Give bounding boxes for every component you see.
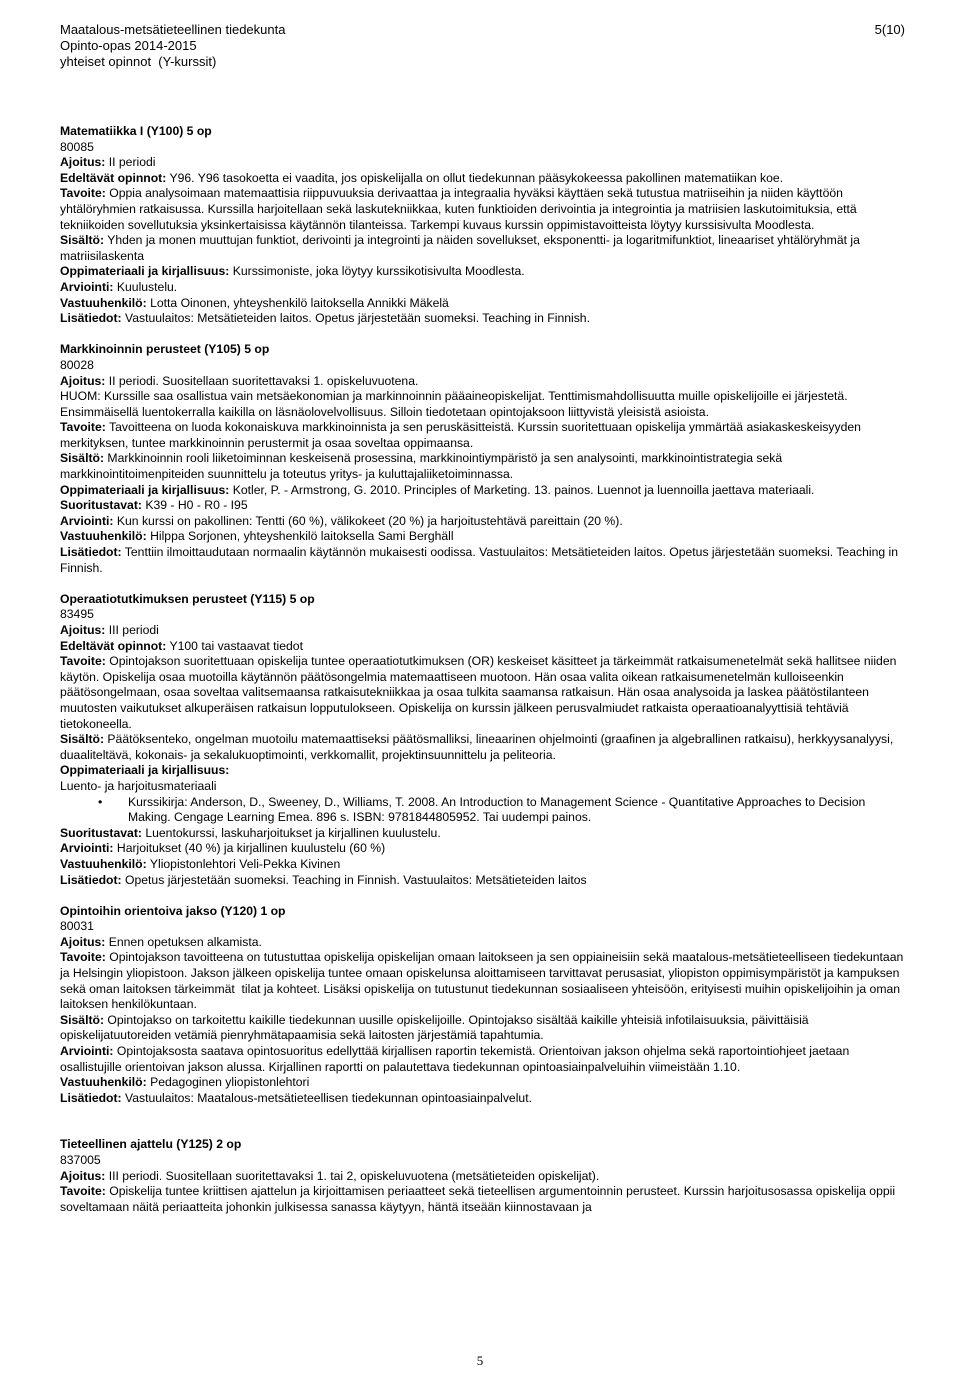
field-text: Kotler, P. - Armstrong, G. 2010. Principles of Marketing. 13. painos. Luennot ja luennoilla jaettava materiaali. <box>229 482 815 497</box>
field-text: K39 - H0 - R0 - I95 <box>141 498 248 513</box>
field-label: Arviointi: <box>60 279 114 294</box>
field-label: Lisätiedot: <box>60 311 122 326</box>
course-field <box>60 873 905 889</box>
course-field <box>60 623 905 639</box>
course-title: Matematiikka I (Y100) 5 op <box>60 124 212 138</box>
field-text: Vastuulaitos: Maatalous-metsätieteellisen tiedekunnan opintoasiainpalvelut. <box>121 1090 532 1105</box>
field-text: Lotta Oinonen, yhteyshenkilö laitoksella Annikki Mäkelä <box>146 295 449 310</box>
field-text: Opintojakso on tarkoitettu kaikille tiedekunnan uusille opiskelijoille. Opintojakso sisältää kaikille yhteisiä infotilaisuuksia, päivittäisiä opiskelijatuutoreiden vetämiä pienryhmätapaamisia sekä laitosten järjestämiä tapahtumia. <box>60 1012 812 1043</box>
field-label: Ajoitus: <box>60 623 106 637</box>
course-section <box>60 1137 905 1215</box>
field-text: III periodi <box>105 623 159 637</box>
field-label: Ajoitus: <box>60 373 106 388</box>
course-field <box>60 763 905 779</box>
course-title: Opintoihin orientoiva jakso (Y120) 1 op <box>60 903 286 918</box>
page-reference: 5(10) <box>874 22 905 37</box>
field-text: Oppia analysoimaan matemaattisia riippuvuuksia derivaattaa ja integraalia hyväksi käyttäen sekä tutustua matriiseihin ja niiden käyttöön yhtälöryhmien ratkaisussa. Kurssilla harjoitellaan sekä laskutekniikkaa, kuten funktioiden derivointia ja integrointia ja matriisien laskutoimituksia, että tekniikoiden sovellutuksia yksinkertaisissa käytännön tilanteissa. Tarkempi kuvaus kurssin oppimistavoitteista löytyy kurssisivulta Moodlesta. <box>60 186 861 232</box>
field-label: Ajoitus: <box>60 934 106 949</box>
course-section <box>60 342 905 576</box>
field-text: Opintojakson suoritettuaan opiskelija tuntee operaatiotutkimuksen (OR) keskeiset käsitteet ja tärkeimmät ratkaisumenetelmät sekä hallitsee niiden käytön. Opiskelija osaa muotoilla käytännön päätösongelmia matemaattiseen muotoon. Hän osaa valita oikean ratkaisumenetelmän kulloiseenkin päätösongelmaan, osaa soveltaa valitsemaansa ratkaisutekniikkaa ja osaa tulkita saamansa ratkaisun. Hän osaa analysoida ja laskea päätöstilanteen muutosten vaikutukset alkuperäisen ratkaisun lopputulokseen. Opiskelija on kurssin jälkeen perusvalmiudet ratkaista operaatioanalyyttisiä tehtäviä tietokoneella. <box>60 654 900 731</box>
course-field <box>60 451 905 482</box>
course-field <box>60 264 905 280</box>
course-field <box>60 311 905 327</box>
field-label: Tavoite: <box>60 1184 106 1199</box>
field-text: Hilppa Sorjonen, yhteyshenkilö laitoksella Sami Berghäll <box>146 529 454 544</box>
study-guide-name: Opinto-opas 2014-2015 <box>60 38 197 53</box>
field-label: Tavoite: <box>60 186 106 201</box>
course-field <box>60 826 905 842</box>
field-label: Vastuuhenkilö: <box>60 856 147 871</box>
field-text: Ennen opetuksen alkamista. <box>105 934 262 949</box>
field-label: Edeltävät opinnot: <box>60 170 167 185</box>
field-label: Lisätiedot: <box>60 545 122 560</box>
faculty-name: Maatalous-metsätieteellinen tiedekunta <box>60 22 286 37</box>
course-field <box>60 420 905 451</box>
course-field <box>60 857 905 873</box>
field-text: Opiskelija tuntee kriittisen ajattelun ja kirjoittamisen periaatteet sekä tieteellisen argumentoinnin perusteet. Kurssin harjoitusosassa opiskelija oppii soveltamaan näitä periaatteita johonkin julkisessa sanassa käytyyn, häntä itseään kiinnostavaan ja <box>60 1184 899 1214</box>
field-text: Tavoitteena on luoda kokonaiskuva markkinoinnista ja sen peruskäsitteistä. Kurssin suoritettuaan opiskelija ymmärtää asiakaskeskeisyyden merkityksen, tuntee markkinoinnin perustermit ja osaa soveltaa oppimaansa. <box>60 420 865 450</box>
field-label: Vastuuhenkilö: <box>60 529 147 544</box>
course-field <box>60 514 905 530</box>
field-label: Suoritustavat: <box>60 825 142 840</box>
course-code: 80028 <box>60 357 94 372</box>
field-label: Arviointi: <box>60 513 114 528</box>
field-label: Tavoite: <box>60 950 106 965</box>
field-text: Vastuulaitos: Metsätieteiden laitos. Opetus järjestetään suomeksi. Teaching in Finnish. <box>121 311 590 326</box>
field-text: Markkinoinnin rooli liiketoiminnan keskeisenä prosessina, markkinointiympäristö ja sen analysointi, markkinointistrategia sekä markkinointitoimenpiteiden suunnittelu ja toteutus yritys- ja kuluttajaliiketoiminnassa. <box>60 451 786 482</box>
field-label: Arviointi: <box>60 841 114 856</box>
field-label: Sisältö: <box>60 233 105 248</box>
field-text: Luento- ja harjoitusmateriaali <box>60 778 217 793</box>
course-field <box>60 374 905 390</box>
course-title: Operaatiotutkimuksen perusteet (Y115) 5 op <box>60 591 315 606</box>
field-text: Tenttiin ilmoittaudutaan normaalin käytännön mukaisesti oodissa. Vastuulaitos: Metsätieteiden laitos. Opetus järjestetään suomeksi. Teaching in Finnish. <box>60 545 902 575</box>
course-field <box>60 1184 905 1215</box>
course-field <box>60 186 905 233</box>
course-field <box>60 483 905 499</box>
field-text: Yhden ja monen muuttujan funktiot, derivointi ja integrointi ja näiden sovellukset, eksponentti- ja logaritmifunktiot, lineaariset yhtälöryhmät ja matriisilaskenta <box>60 233 864 263</box>
field-label: Sisältö: <box>60 1012 105 1027</box>
course-field <box>60 639 905 655</box>
course-code: 837005 <box>60 1153 101 1167</box>
field-label: Tavoite: <box>60 420 106 435</box>
course-title: Markkinoinnin perusteet (Y105) 5 op <box>60 342 270 357</box>
field-text: Luentokurssi, laskuharjoitukset ja kirjallinen kuulustelu. <box>141 825 441 840</box>
course-field <box>60 233 905 264</box>
field-label: Ajoitus: <box>60 1168 106 1183</box>
course-field <box>60 529 905 545</box>
field-text: Opintojaksosta saatava opintosuoritus edellyttää kirjallisen raportin tekemistä. Orientoivan jakson ohjelma sekä raportointiohjeet jaetaan osallistujille orientoivan jakson alussa. Kirjallinen raportti on palautettava tiedekunnan opintoasiainpalveluihin viimeistään 1.10. <box>60 1044 853 1074</box>
field-text: II periodi <box>105 155 156 170</box>
course-field <box>60 155 905 171</box>
field-text: Y100 tai vastaavat tiedot <box>166 638 303 653</box>
field-label: Vastuuhenkilö: <box>60 295 147 310</box>
course-field <box>60 389 905 420</box>
field-label: Oppimateriaali ja kirjallisuus: <box>60 763 230 778</box>
field-text: Yliopistonlehtori Veli-Pekka Kivinen <box>146 856 341 871</box>
course-field <box>60 280 905 296</box>
course-field <box>60 1075 905 1091</box>
field-label: Oppimateriaali ja kirjallisuus: <box>60 264 230 279</box>
field-label: Ajoitus: <box>60 155 106 170</box>
course-code: 83495 <box>60 607 94 622</box>
course-field <box>60 950 905 1012</box>
course-field <box>60 841 905 857</box>
field-text: Päätöksenteko, ongelman muotoilu matemaattiseksi päätösmalliksi, lineaarinen ohjelmointi (graafinen ja algebrallinen ratkaisu), herkkyysanalyysi, duaaliteltävä, kokonais- ja sekalukuoptimointi, verkkomallit, projektinsuunnittelu ja peliteoria. <box>60 732 897 762</box>
course-section <box>60 124 905 327</box>
field-label: Lisätiedot: <box>60 872 122 887</box>
section-name: yhteiset opinnot (Y-kurssit) <box>60 54 217 69</box>
course-field <box>60 1169 905 1185</box>
course-field <box>60 1091 905 1107</box>
field-text: II periodi. Suositellaan suoritettavaksi 1. opiskeluvuotena. <box>105 373 419 388</box>
course-section <box>60 904 905 1107</box>
field-text: III periodi. Suositellaan suoritettavaksi 1. tai 2, opiskeluvuotena (metsätieteiden opiskelijat). <box>105 1168 600 1183</box>
course-field <box>60 545 905 576</box>
page-number: 5 <box>476 1353 484 1368</box>
list-item: • Kurssikirja: Anderson, D., Sweeney, D., Williams, T. 2008. An Introduction to Management Science - Quantitative Approaches to Decision Making. Cengage Learning Emea. 896 s. ISBN: 9781844805952. Tai uudempi painos. <box>128 795 905 826</box>
field-text: Harjoitukset (40 %) ja kirjallinen kuulustelu (60 %) <box>113 841 386 856</box>
field-label: Oppimateriaali ja kirjallisuus: <box>60 482 230 497</box>
field-text: Kurssimoniste, joka löytyy kurssikotisivulta Moodlesta. <box>229 264 525 279</box>
course-field <box>60 779 905 795</box>
course-field <box>60 171 905 187</box>
field-label: Sisältö: <box>60 732 105 747</box>
field-text: Kun kurssi on pakollinen: Tentti (60 %), välikokeet (20 %) ja harjoitustehtävä pareittain (20 %). <box>113 513 623 528</box>
field-text: Opetus järjestetään suomeksi. Teaching in Finnish. Vastuulaitos: Metsätieteiden laitos <box>121 872 587 887</box>
course-field <box>60 1044 905 1075</box>
field-text: Y96. Y96 tasokoetta ei vaadita, jos opiskelijalla on ollut tiedekunnan pääsykokeessa pakollinen matematiikan koe. <box>166 170 784 185</box>
field-text: HUOM: Kurssille saa osallistua vain metsäekonomian ja markinnoinnin pääaineopiskelijat. Tenttimismahdollisuutta muille opiskelijoille ei järjestetä. Ensimmäisellä luentokerralla kaikilla on läsnäolovelvollisuus. Silloin tiedotetaan opintojaksoon liittyvistä yleisistä asioista. <box>60 389 851 419</box>
field-label: Suoritustavat: <box>60 498 142 513</box>
course-field <box>60 1013 905 1044</box>
course-list <box>60 124 905 1215</box>
field-label: Edeltävät opinnot: <box>60 638 167 653</box>
field-label: Vastuuhenkilö: <box>60 1075 147 1090</box>
course-section <box>60 592 905 888</box>
literature-list <box>60 795 905 826</box>
course-code: 80031 <box>60 919 94 934</box>
field-label: Lisätiedot: <box>60 1090 122 1105</box>
course-code: 80085 <box>60 139 94 154</box>
course-title: Tieteellinen ajattelu (Y125) 2 op <box>60 1137 242 1152</box>
field-text: Kuulustelu. <box>113 279 178 294</box>
field-label: Tavoite: <box>60 654 106 669</box>
course-field <box>60 935 905 951</box>
course-field <box>60 732 905 763</box>
field-text: Opintojakson tavoitteena on tutustuttaa opiskelija opiskelijan omaan laitokseen ja sen oppiaineisiin sekä maatalous-metsätieteelliseen tiedekuntaan ja Helsingin yliopistoon. Jakson jälkeen opiskelija tuntee omaan opiskelunsa aloittamiseen tarvittavat perusasiat, yliopiston oppimisympäristöt ja kampuksen sekä oman laitoksen tärkeimmät tilat ja kohteet. Lisäksi opiskelija on tutustunut tiedekunnan sosiaaliseen yhteisöön, erityisesti muihin opiskelijoihin ja oman laitoksen henkilökuntaan. <box>60 950 907 1012</box>
field-label: Sisältö: <box>60 451 105 466</box>
course-field <box>60 296 905 312</box>
course-field <box>60 654 905 732</box>
page-header <box>60 22 905 70</box>
field-text: Pedagoginen yliopistonlehtori <box>146 1075 310 1090</box>
course-field <box>60 498 905 514</box>
field-label: Arviointi: <box>60 1044 114 1059</box>
